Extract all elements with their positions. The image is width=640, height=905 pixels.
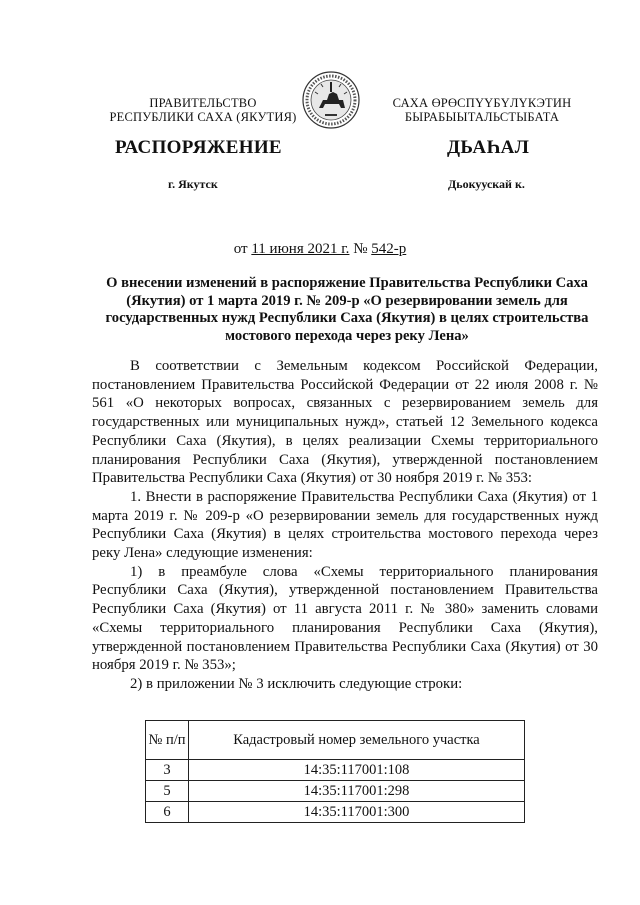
document-title: О внесении изменений в распоряжение Правительства Республики Саха (Якутия) от 1 марта 2019 г. № 209-р «О резервировании земель для государственных нужд Республики Саха (Якутия) в целях строительства мостового перехода через реку Лена» [105,275,589,344]
header-number: № п/п [146,721,189,760]
row-cadastral: 14:35:117001:298 [189,781,525,802]
reference-number: 542-р [371,241,407,257]
row-cadastral: 14:35:117001:300 [189,802,525,823]
header-left [88,96,318,124]
paragraph-preamble: В соответствии с Земельным кодексом Российской Федерации, постановлением Правительства Российской Федерации от 22 июля 2008 г. № 561 «О некоторых вопросах, связанных с резервированием земель для государственных или муниципальных нужд», статьей 12 Земельного кодекса Республики Саха (Якутия), в целях реализации Схемы территориального планирования Республики Саха (Якутия), утвержденной постановлением Правительства Республики Саха (Якутия) от 30 ноября 2019 г. № 353: [92,358,598,487]
row-number: 6 [146,802,189,823]
reference-prefix: от [233,241,252,257]
exclusion-table [145,720,525,823]
row-number: 3 [146,760,189,781]
coat-of-arms-emblem [301,70,361,130]
header-right-line-2: БЫРАБЫЫТАЛЬСТЫБАТА [404,110,560,124]
city-russian: г. Якутск [168,177,218,191]
header-left-line-2: РЕСПУБЛИКИ САХА (ЯКУТИЯ) [109,110,297,124]
table-row [146,802,525,823]
reference-number-prefix: № [349,241,372,257]
paragraph-subitem-1: 1) в преамбуле слова «Схемы территориального планирования Республики Саха (Якутия), утвержденной постановлением Правительства Республики Саха (Якутия) от 11 августа 2011 г. № 380» заменить словами «Схемы территориального планирования Республики Саха (Якутия), утвержденной постановлением Правительства Республики Саха (Якутия) от 30 ноября 2019 г. № 353»; [92,563,598,674]
city-yakut: Дьокуускай к. [448,177,525,191]
table-row [146,781,525,802]
doc-type-yakut: ДЬАҺАЛ [447,137,530,158]
header-left-line-1: ПРАВИТЕЛЬСТВО [149,96,257,110]
paragraph-item-1: 1. Внести в распоряжение Правительства Республики Саха (Якутия) от 1 марта 2019 г. № 209-р «О резервировании земель для государственных нужд Республики Саха (Якутия) в целях строительства мостового перехода через реку Лена» следующие изменения: [92,488,598,562]
header-cadastral: Кадастровый номер земельного участка [189,721,525,760]
row-number: 5 [146,781,189,802]
table-header-row [146,721,525,760]
header-right [372,96,592,124]
doc-type-russian: РАСПОРЯЖЕНИЕ [115,137,282,158]
reference-date: 11 июня 2021 г. [251,241,350,257]
header-right-line-1: САХА ӨРӨСПҮҮБҮЛҮКЭТИН [392,96,572,110]
row-cadastral: 14:35:117001:108 [189,760,525,781]
document-body [92,357,598,694]
table-row [146,760,525,781]
paragraph-subitem-2: 2) в приложении № 3 исключить следующие строки: [130,675,463,692]
document-reference [0,241,640,258]
